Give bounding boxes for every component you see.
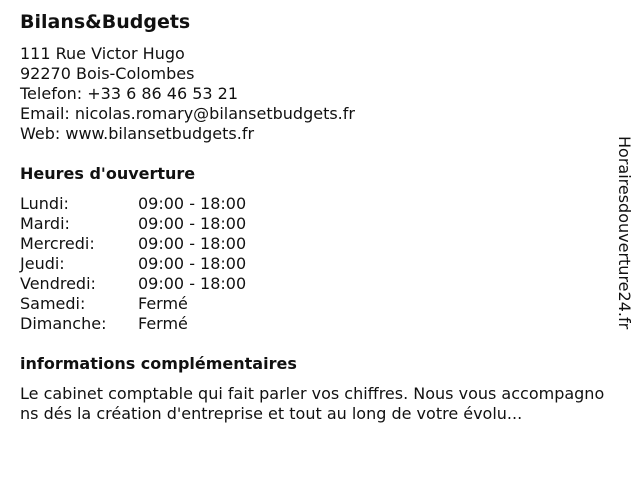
hours-time: Fermé	[138, 314, 188, 333]
hours-time: 09:00 - 18:00	[138, 214, 247, 233]
business-card	[20, 10, 610, 424]
phone-line: Telefon: +33 6 86 46 53 21	[20, 84, 239, 103]
hours-day: Vendredi:	[20, 274, 96, 293]
email-line: Email: nicolas.romary@bilansetbudgets.fr	[20, 104, 355, 123]
hours-day: Mardi:	[20, 214, 70, 233]
hours-time: 09:00 - 18:00	[138, 194, 247, 213]
business-name: Bilans&Budgets	[20, 11, 191, 33]
hours-day: Samedi:	[20, 294, 86, 313]
hours-row-monday	[20, 194, 610, 214]
hours-time: 09:00 - 18:00	[138, 254, 247, 273]
hours-row-wednesday	[20, 234, 610, 254]
hours-time: 09:00 - 18:00	[138, 274, 247, 293]
hours-row-friday	[20, 274, 610, 294]
hours-row-sunday	[20, 314, 610, 334]
side-brand-watermark: Horairesdouverture24.fr	[615, 136, 634, 330]
address-city: 92270 Bois-Colombes	[20, 64, 195, 83]
hours-row-saturday	[20, 294, 610, 314]
hours-day: Lundi:	[20, 194, 69, 213]
hours-day: Dimanche:	[20, 314, 107, 333]
info-description: Le cabinet comptable qui fait parler vos chiffres. Nous vous accompagnons dés la création d'entreprise et tout au long de votre évolu...	[20, 384, 605, 423]
hours-row-thursday	[20, 254, 610, 274]
hours-time: 09:00 - 18:00	[138, 234, 247, 253]
info-heading: informations complémentaires	[20, 354, 297, 373]
hours-day: Jeudi:	[20, 254, 65, 273]
hours-table	[20, 194, 610, 334]
hours-day: Mercredi:	[20, 234, 95, 253]
hours-time: Fermé	[138, 294, 188, 313]
hours-heading: Heures d'ouverture	[20, 164, 196, 183]
web-line: Web: www.bilansetbudgets.fr	[20, 124, 255, 143]
hours-row-tuesday	[20, 214, 610, 234]
address-street: 111 Rue Victor Hugo	[20, 44, 185, 63]
